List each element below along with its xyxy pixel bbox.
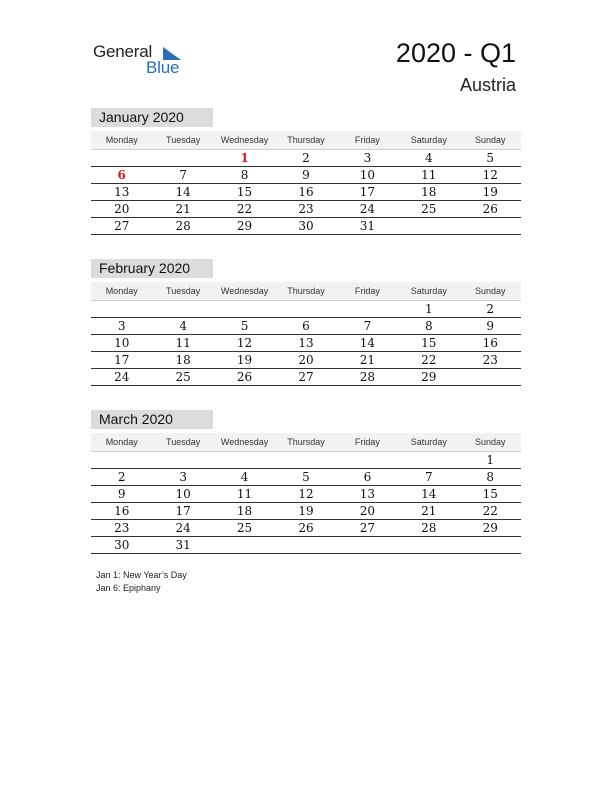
week-row xyxy=(91,184,521,201)
weeks xyxy=(91,452,521,554)
day-cell: 5 xyxy=(486,151,495,165)
day-cell: 30 xyxy=(298,219,314,233)
weekday-label: Tuesday xyxy=(166,135,201,145)
empty-day-cell xyxy=(460,369,521,385)
day-cell: 9 xyxy=(486,319,495,333)
country-name: Austria xyxy=(459,75,516,95)
day-cell: 22 xyxy=(236,202,253,216)
week-row xyxy=(91,167,521,184)
weekday-label: Saturday xyxy=(410,135,447,145)
day-cell: 25 xyxy=(175,370,191,384)
weeks xyxy=(91,150,521,235)
day-cell: 28 xyxy=(359,370,376,384)
day-cell: 17 xyxy=(175,504,191,518)
day-cell: 12 xyxy=(236,336,253,350)
week-row xyxy=(91,335,521,352)
day-cell: 7 xyxy=(425,470,433,484)
page-title: 2020 - Q1 xyxy=(395,38,516,68)
day-cell: 7 xyxy=(179,168,187,182)
day-cell: 23 xyxy=(298,202,314,216)
empty-day-cell xyxy=(91,452,152,468)
week-row xyxy=(91,318,521,335)
day-cell: 4 xyxy=(179,319,187,333)
day-cell: 3 xyxy=(363,151,372,165)
week-row xyxy=(91,469,521,486)
week-row xyxy=(91,537,521,554)
day-cell: 11 xyxy=(421,168,437,182)
generalblue-logo xyxy=(93,42,193,78)
empty-day-cell xyxy=(152,301,213,317)
empty-day-cell xyxy=(91,301,152,317)
week-row xyxy=(91,520,521,537)
empty-day-cell xyxy=(337,452,398,468)
empty-day-cell xyxy=(460,537,521,553)
weekday-label: Wednesday xyxy=(220,286,269,296)
day-cell: 27 xyxy=(359,521,376,535)
day-cell: 9 xyxy=(117,487,126,501)
day-cell: 16 xyxy=(482,336,498,350)
day-cell: 8 xyxy=(425,319,433,333)
weekday-label: Sunday xyxy=(474,135,506,145)
day-cell: 5 xyxy=(302,470,310,484)
day-cell: 11 xyxy=(236,487,253,501)
day-cell: 4 xyxy=(425,151,433,165)
day-cell: 8 xyxy=(486,470,495,484)
day-cell: 13 xyxy=(114,185,130,199)
day-cell: 7 xyxy=(363,319,372,333)
day-cell: 25 xyxy=(236,521,253,535)
day-cell: 15 xyxy=(421,336,437,350)
day-cell: 22 xyxy=(421,353,437,367)
day-cell: 24 xyxy=(175,521,191,535)
day-cell: 2 xyxy=(486,302,495,316)
day-cell: 1 xyxy=(486,453,495,467)
day-cell: 6 xyxy=(363,470,372,484)
day-cell: 3 xyxy=(117,319,126,333)
day-cell: 31 xyxy=(175,538,191,552)
day-cell: 28 xyxy=(175,219,191,233)
week-row xyxy=(91,301,521,318)
day-cell: 13 xyxy=(298,336,314,350)
day-cell: 27 xyxy=(114,219,130,233)
day-cell: 27 xyxy=(298,370,314,384)
day-cell: 20 xyxy=(359,504,376,518)
empty-day-cell xyxy=(460,218,521,234)
empty-day-cell xyxy=(275,537,336,553)
week-row xyxy=(91,201,521,218)
day-cell: 8 xyxy=(240,168,249,182)
day-cell: 29 xyxy=(482,521,498,535)
day-cell: 17 xyxy=(114,353,130,367)
day-cell: 9 xyxy=(302,168,310,182)
day-cell: 11 xyxy=(175,336,191,350)
week-row xyxy=(91,150,521,167)
day-cell: 14 xyxy=(421,487,437,501)
empty-day-cell xyxy=(152,150,213,166)
weekday-label: Saturday xyxy=(410,286,447,296)
day-cell: 24 xyxy=(359,202,376,216)
weeks xyxy=(91,301,521,386)
empty-day-cell xyxy=(398,452,459,468)
month-name: March 2020 xyxy=(91,410,213,429)
weekday-label: Friday xyxy=(354,135,380,145)
day-cell: 17 xyxy=(359,185,376,199)
week-row xyxy=(91,486,521,503)
day-cell: 21 xyxy=(421,504,437,518)
week-row xyxy=(91,218,521,235)
weekday-label: Tuesday xyxy=(166,437,201,447)
weekday-label: Wednesday xyxy=(220,135,269,145)
month-calendar-march xyxy=(91,410,521,554)
weekday-header-row xyxy=(91,282,521,301)
empty-day-cell xyxy=(214,301,275,317)
day-cell: 20 xyxy=(114,202,130,216)
weekday-header-row xyxy=(91,131,521,150)
empty-day-cell xyxy=(337,301,398,317)
week-row xyxy=(91,352,521,369)
weekday-label: Sunday xyxy=(474,286,506,296)
empty-day-cell xyxy=(214,537,275,553)
day-cell: 31 xyxy=(359,219,376,233)
weekday-label: Wednesday xyxy=(220,437,269,447)
holiday-note: Jan 6: Epiphany xyxy=(96,583,161,593)
day-cell: 3 xyxy=(179,470,187,484)
day-cell: 30 xyxy=(114,538,130,552)
day-cell: 26 xyxy=(298,521,314,535)
day-cell: 10 xyxy=(359,168,376,182)
day-cell: 26 xyxy=(482,202,498,216)
day-cell: 6 xyxy=(302,319,310,333)
month-name: February 2020 xyxy=(91,259,213,278)
month-calendar-january xyxy=(91,108,521,235)
day-cell: 10 xyxy=(114,336,130,350)
day-cell: 1 xyxy=(240,151,249,165)
week-row xyxy=(91,503,521,520)
weekday-label: Thursday xyxy=(287,135,325,145)
empty-day-cell xyxy=(275,452,336,468)
day-cell: 14 xyxy=(175,185,191,199)
day-cell: 28 xyxy=(421,521,437,535)
empty-day-cell xyxy=(398,537,459,553)
day-cell: 21 xyxy=(359,353,376,367)
month-name: January 2020 xyxy=(91,108,213,127)
day-cell: 18 xyxy=(175,353,191,367)
day-cell: 15 xyxy=(482,487,498,501)
empty-day-cell xyxy=(152,452,213,468)
month-calendar-february xyxy=(91,259,521,386)
day-cell: 20 xyxy=(298,353,314,367)
day-cell: 1 xyxy=(425,302,433,316)
day-cell: 10 xyxy=(175,487,191,501)
weekday-label: Monday xyxy=(105,286,138,296)
day-cell: 2 xyxy=(117,470,126,484)
empty-day-cell xyxy=(398,218,459,234)
logo-blue-text: Blue xyxy=(146,58,180,77)
day-cell: 6 xyxy=(117,168,126,182)
day-cell: 12 xyxy=(482,168,498,182)
day-cell: 19 xyxy=(236,353,253,367)
day-cell: 13 xyxy=(359,487,376,501)
holiday-note: Jan 1: New Year’s Day xyxy=(96,570,187,580)
day-cell: 21 xyxy=(175,202,191,216)
day-cell: 16 xyxy=(298,185,314,199)
weekday-label: Tuesday xyxy=(166,286,201,296)
day-cell: 2 xyxy=(302,151,310,165)
weekday-label: Friday xyxy=(354,286,380,296)
weekday-label: Monday xyxy=(105,135,138,145)
day-cell: 22 xyxy=(482,504,498,518)
empty-day-cell xyxy=(214,452,275,468)
weekday-label: Thursday xyxy=(287,286,325,296)
day-cell: 19 xyxy=(482,185,498,199)
day-cell: 19 xyxy=(298,504,314,518)
logo-general-text: General xyxy=(93,42,153,61)
week-row xyxy=(91,369,521,386)
day-cell: 29 xyxy=(236,219,253,233)
day-cell: 12 xyxy=(298,487,314,501)
day-cell: 25 xyxy=(421,202,437,216)
day-cell: 14 xyxy=(359,336,376,350)
day-cell: 24 xyxy=(114,370,130,384)
holiday-notes xyxy=(96,569,187,595)
day-cell: 18 xyxy=(236,504,253,518)
day-cell: 4 xyxy=(240,470,249,484)
day-cell: 5 xyxy=(240,319,249,333)
weekday-label: Thursday xyxy=(287,437,325,447)
weekday-label: Monday xyxy=(105,437,138,447)
weekday-header-row xyxy=(91,433,521,452)
empty-day-cell xyxy=(275,301,336,317)
empty-day-cell xyxy=(337,537,398,553)
day-cell: 29 xyxy=(421,370,437,384)
day-cell: 16 xyxy=(114,504,130,518)
weekday-label: Sunday xyxy=(474,437,506,447)
weekday-label: Saturday xyxy=(410,437,447,447)
day-cell: 15 xyxy=(236,185,253,199)
empty-day-cell xyxy=(91,150,152,166)
week-row xyxy=(91,452,521,469)
day-cell: 18 xyxy=(421,185,437,199)
day-cell: 26 xyxy=(236,370,253,384)
day-cell: 23 xyxy=(482,353,498,367)
day-cell: 23 xyxy=(114,521,130,535)
weekday-label: Friday xyxy=(354,437,380,447)
